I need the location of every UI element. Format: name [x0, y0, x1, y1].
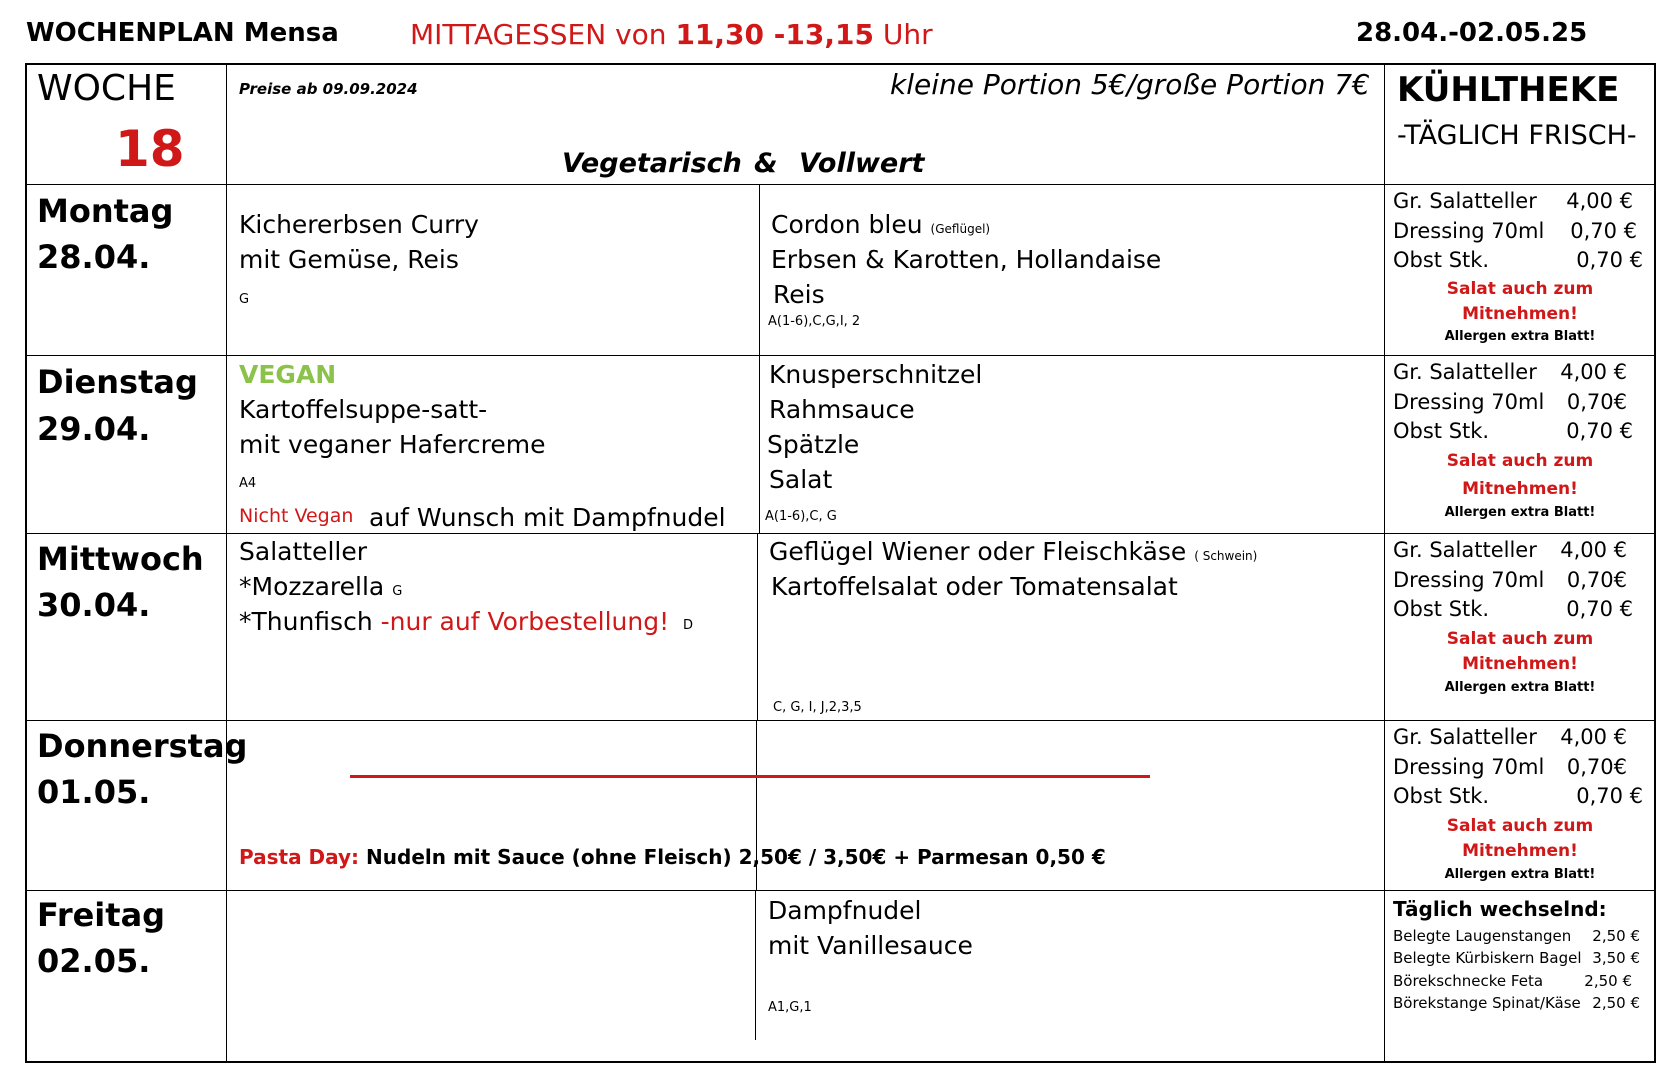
- day-name-mittwoch: Mittwoch: [37, 540, 204, 578]
- veg-dish-line: mit veganer Hafercreme: [239, 430, 546, 459]
- day-date-mittwoch: 30.04.: [37, 586, 151, 624]
- table-bottom-border: [26, 1061, 1656, 1063]
- kt-note: Salat auch zum: [1446, 816, 1594, 836]
- kt-note: Salat auch zum: [1446, 629, 1594, 649]
- main-allergen: A(1-6),C,G,I, 2: [768, 314, 861, 329]
- kt-allergen: Allergen extra Blatt!: [1444, 867, 1596, 882]
- holiday-strike-line: [350, 775, 1150, 778]
- day-date-donnerstag: 01.05.: [37, 773, 151, 811]
- kt-allergen: Allergen extra Blatt!: [1444, 505, 1596, 520]
- kt-item: Dressing 70ml 0,70€: [1393, 390, 1627, 414]
- main-dish-line: Reis: [773, 280, 825, 309]
- menu-column-divider: [757, 533, 758, 720]
- category-vegetarisch: Vegetarisch: [562, 148, 742, 179]
- kt-note: Mitnehmen!: [1462, 479, 1578, 499]
- main-dish-line: Dampfnudel: [768, 896, 922, 925]
- kuehltheke-column-divider: [1384, 63, 1385, 1063]
- veg-dish-line: *Mozzarella G: [239, 572, 403, 601]
- main-dish-line: Cordon bleu (Geflügel): [771, 210, 991, 239]
- main-allergen: A1,G,1: [768, 1000, 812, 1015]
- veg-allergen: G: [239, 292, 250, 307]
- kt-item: Gr. Salatteller 4,00 €: [1393, 360, 1627, 384]
- vegan-tag: VEGAN: [239, 360, 337, 389]
- kt-allergen: Allergen extra Blatt!: [1444, 329, 1596, 344]
- main-dish-line: Erbsen & Karotten, Hollandaise: [771, 245, 1162, 274]
- main-allergen: A(1-6),C, G: [765, 509, 837, 524]
- table-left-border: [25, 63, 27, 1063]
- main-dish-line: Knusperschnitzel: [769, 360, 983, 389]
- day-name-donnerstag: Donnerstag: [37, 727, 248, 765]
- kt-item: Dressing 70ml 0,70€: [1393, 755, 1627, 779]
- veg-dish-line: mit Gemüse, Reis: [239, 245, 459, 274]
- daily-special-item: Belegte Laugenstangen 2,50 €: [1393, 927, 1640, 945]
- main-dish-line: Geflügel Wiener oder Fleischkäse ( Schwein): [769, 537, 1258, 566]
- portion-info: kleine Portion 5€/große Portion 7€: [890, 68, 1370, 101]
- veg-allergen: A4: [239, 476, 257, 491]
- daily-special-item: Börekstange Spinat/Käse 2,50 €: [1393, 994, 1640, 1012]
- kt-item: Dressing 70ml 0,70€: [1393, 568, 1627, 592]
- daily-special-item: Börekschnecke Feta 2,50 €: [1393, 972, 1632, 990]
- day-name-montag: Montag: [37, 192, 174, 230]
- veg-note: auf Wunsch mit Dampfnudel: [369, 503, 726, 532]
- main-dish-line: Spätzle: [767, 430, 860, 459]
- row-divider: [26, 184, 1656, 185]
- kt-item: Gr. Salatteller 4,00 €: [1393, 538, 1627, 562]
- kt-note: Mitnehmen!: [1462, 304, 1578, 324]
- kt-item: Obst Stk. 0,70 €: [1393, 419, 1633, 443]
- table-top-border: [26, 63, 1656, 65]
- main-allergen: C, G, I, J,2,3,5: [773, 700, 862, 715]
- not-vegan-note: Nicht Vegan: [239, 505, 354, 527]
- woche-number: 18: [115, 120, 185, 178]
- kt-note: Salat auch zum: [1446, 451, 1594, 471]
- daily-special-item: Belegte Kürbiskern Bagel 3,50 €: [1393, 949, 1640, 967]
- kt-item: Dressing 70ml 0,70 €: [1393, 219, 1637, 243]
- kt-note: Mitnehmen!: [1462, 841, 1578, 861]
- kt-note: Salat auch zum: [1446, 279, 1594, 299]
- row-divider: [26, 890, 1656, 891]
- day-date-freitag: 02.05.: [37, 942, 151, 980]
- day-date-montag: 28.04.: [37, 238, 151, 276]
- veg-dish-line: Kichererbsen Curry: [239, 210, 479, 239]
- kt-note: Mitnehmen!: [1462, 654, 1578, 674]
- main-dish-line: Rahmsauce: [769, 395, 915, 424]
- row-divider: [26, 355, 1656, 356]
- veg-dish-line: *Thunfisch -nur auf Vorbestellung!: [239, 607, 670, 636]
- kt-item: Obst Stk. 0,70 €: [1393, 597, 1633, 621]
- kt-item: Obst Stk. 0,70 €: [1393, 784, 1643, 808]
- date-range: 28.04.-02.05.25: [1356, 18, 1588, 48]
- veg-dish-line: Salatteller: [239, 537, 367, 566]
- woche-label: WOCHE: [37, 68, 176, 109]
- kt-item: Gr. Salatteller 4,00 €: [1393, 725, 1627, 749]
- kuehltheke-title: KÜHLTHEKE: [1397, 70, 1620, 110]
- menu-column-divider: [755, 890, 756, 1040]
- kt-item: Gr. Salatteller 4,00 €: [1393, 189, 1633, 213]
- prices-from: Preise ab 09.09.2024: [239, 80, 418, 98]
- kt-allergen: Allergen extra Blatt!: [1444, 680, 1596, 695]
- category-ampersand: &: [754, 148, 778, 179]
- pasta-day: Pasta Day: Nudeln mit Sauce (ohne Fleisch) 2,50€ / 3,50€ + Parmesan 0,50 €: [239, 845, 1106, 869]
- day-column-divider: [226, 63, 227, 1063]
- row-divider: [26, 720, 1656, 721]
- day-name-dienstag: Dienstag: [37, 363, 198, 401]
- day-date-dienstag: 29.04.: [37, 410, 151, 448]
- veg-dish-line: Kartoffelsuppe-satt-: [239, 395, 488, 424]
- day-name-freitag: Freitag: [37, 896, 166, 934]
- main-dish-line: Kartoffelsalat oder Tomatensalat: [771, 572, 1178, 601]
- category-vollwert: Vollwert: [799, 148, 925, 179]
- menu-column-divider: [759, 184, 760, 534]
- main-dish-line: Salat: [769, 465, 833, 494]
- veg-allergen: D: [683, 618, 694, 633]
- main-dish-line: mit Vanillesauce: [768, 931, 973, 960]
- kuehltheke-subtitle: -TÄGLICH FRISCH-: [1397, 120, 1637, 151]
- plan-title: WOCHENPLAN Mensa: [26, 18, 339, 48]
- lunch-hours: MITTAGESSEN von 11,30 -13,15 Uhr: [410, 18, 933, 51]
- kt-item: Obst Stk. 0,70 €: [1393, 248, 1643, 272]
- daily-special-title: Täglich wechselnd:: [1393, 897, 1607, 921]
- table-right-border: [1654, 63, 1656, 1063]
